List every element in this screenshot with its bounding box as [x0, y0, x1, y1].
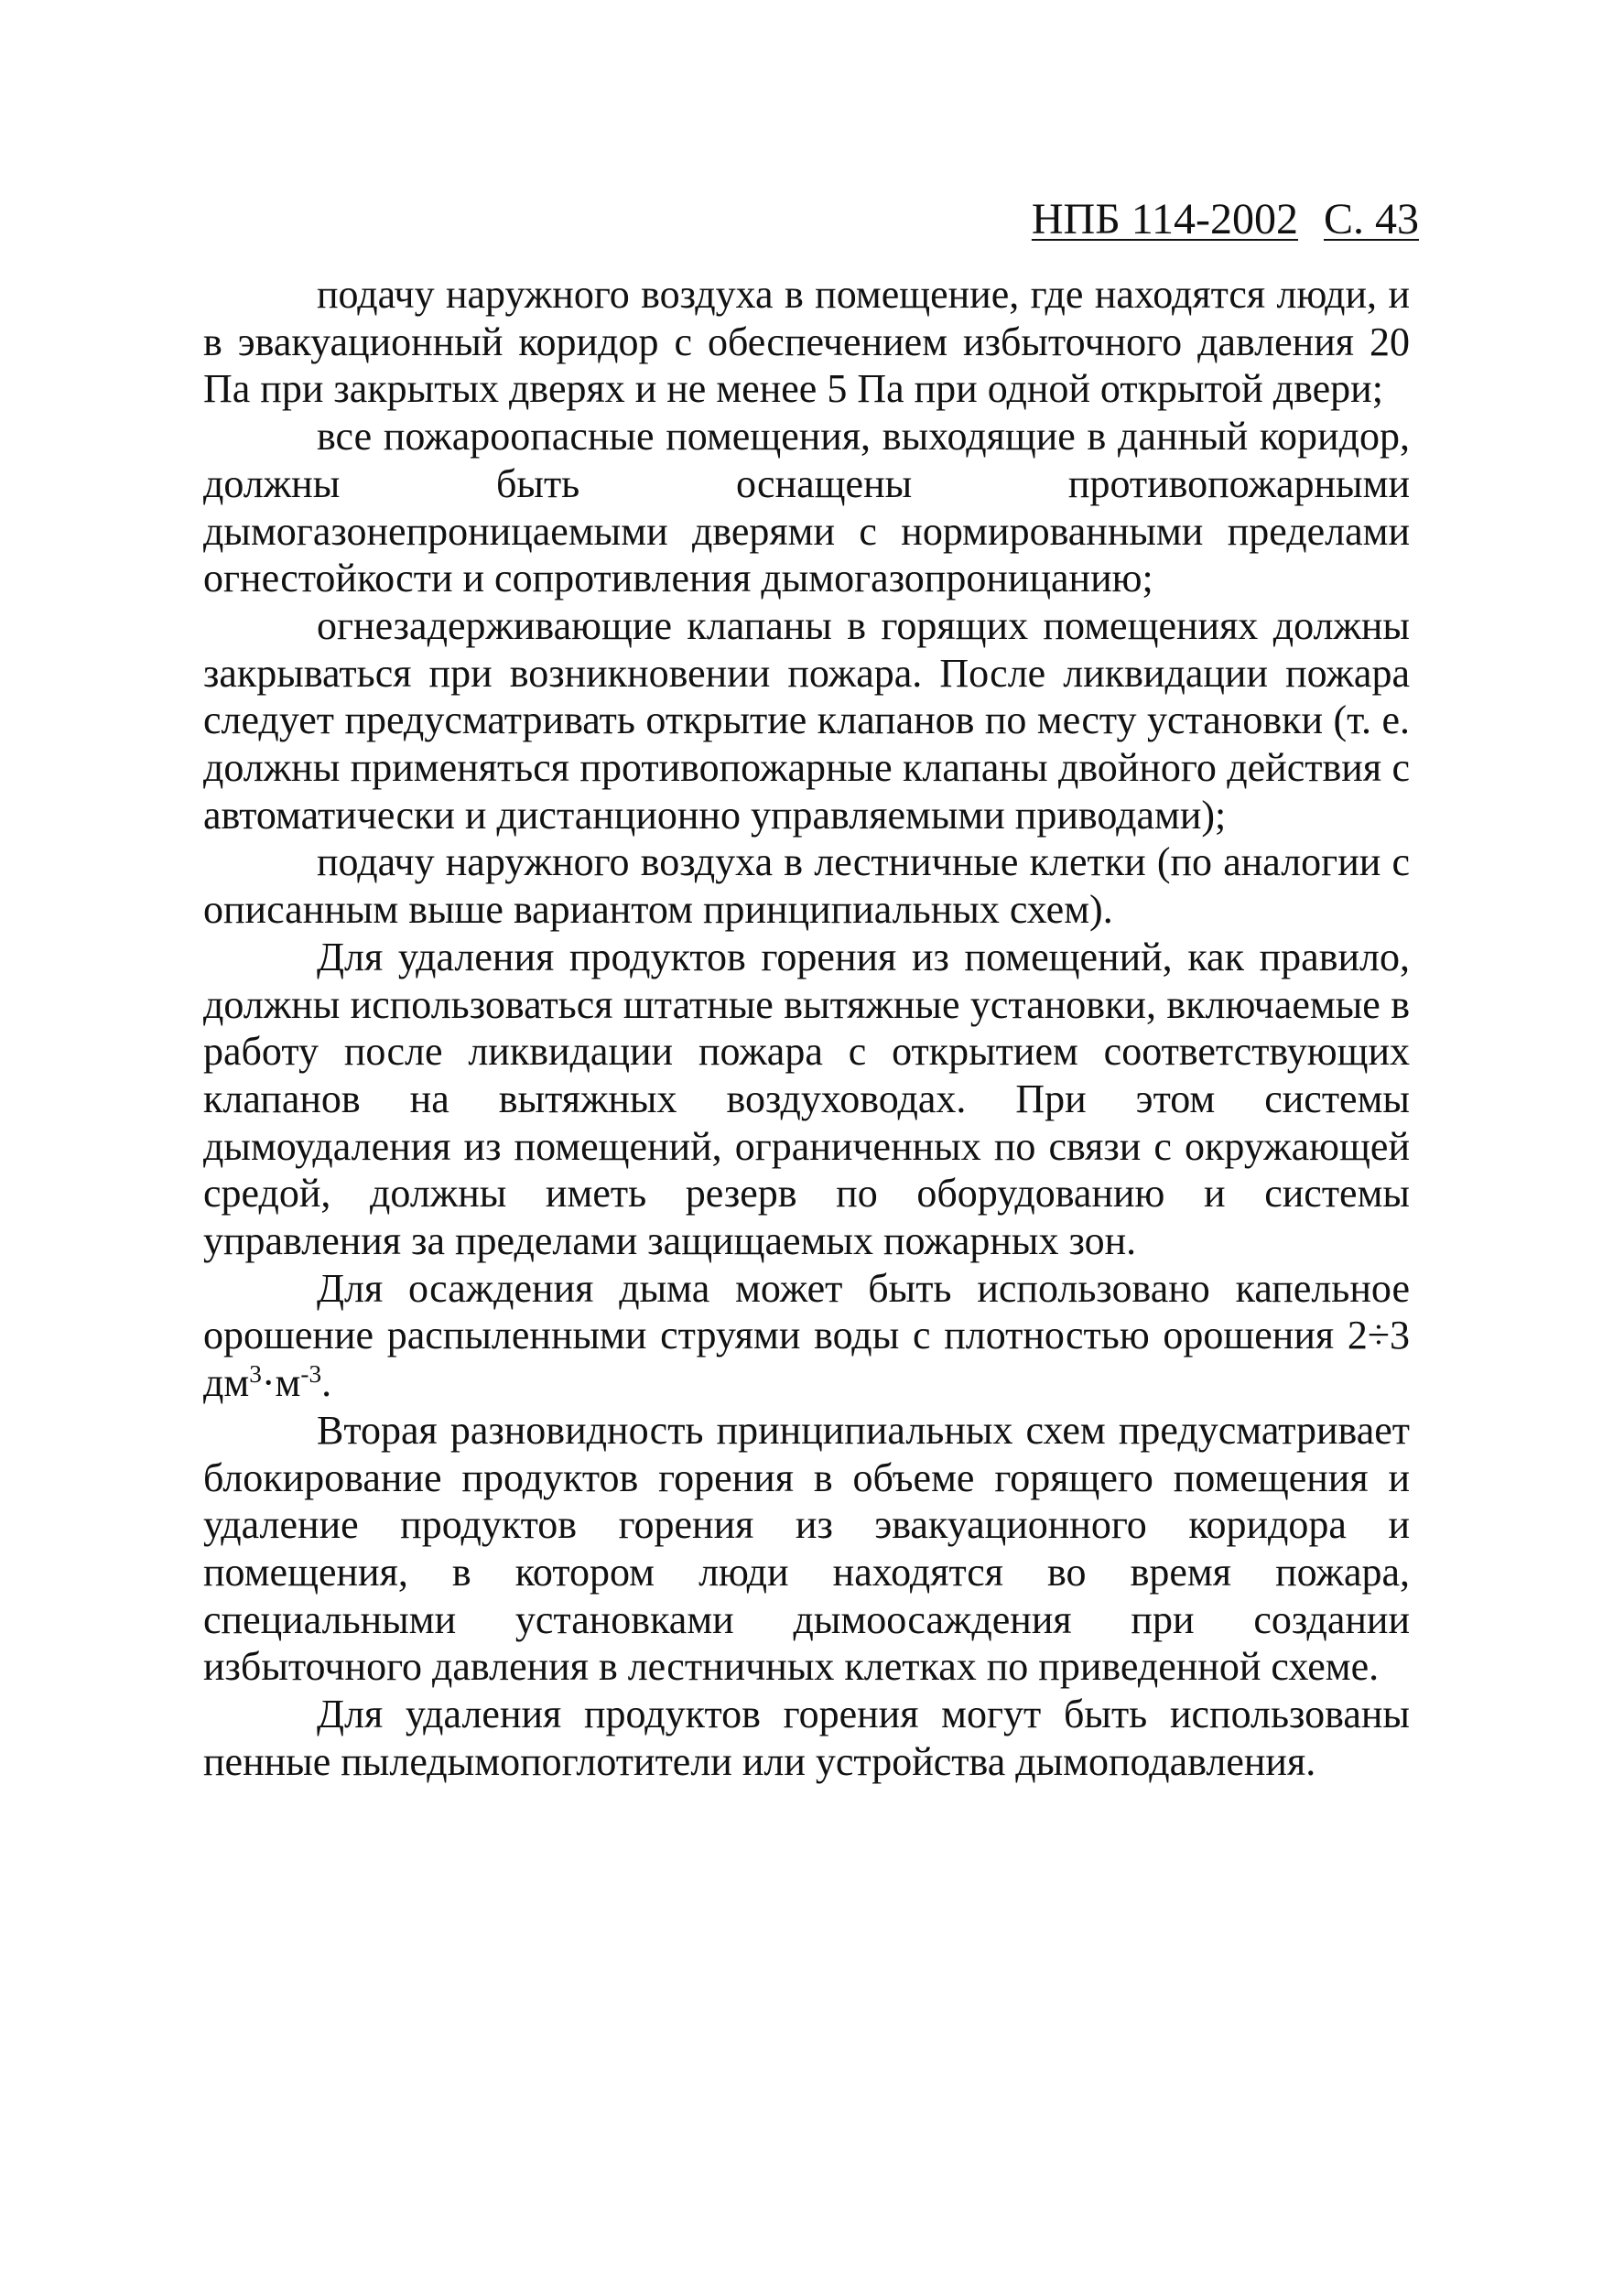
paragraph-text: Для осаждения дыма может быть использовано капельное орошение распыленными струями воды с плотностью орошения 2÷3 дм [203, 1265, 1410, 1406]
paragraph: все пожароопасные помещения, выходящие в данный коридор, должны быть оснащены противопожарными дымогазонепроницаемыми дверями с нормированными пределами огнестойкости и сопротивления дымогазопроницанию; [203, 414, 1410, 601]
paragraph: Вторая разновидность принципиальных схем предусматривает блокирование продуктов горения в объеме горящего помещения и удаление продуктов горения из эвакуационного коридора и помещения, в котором люди находятся во время пожара, специальными установками дымоосаждения при создании избыточного давления в лестничных клетках по приведенной схеме. [203, 1407, 1410, 1690]
superscript: 3 [249, 1360, 262, 1389]
paragraph: огнезадерживающие клапаны в горящих помещениях должны закрываться при возникновении пожара. После ликвидации пожара следует предусматривать открытие клапанов по месту установки (т. е. должны применяться противопожарные клапаны двойного действия с автоматически и дистанционно управляемыми приводами); [203, 602, 1410, 838]
paragraph: подачу наружного воздуха в лестничные клетки (по аналогии с описанным выше вариантом принципиальных схем). [203, 839, 1410, 933]
paragraph-end: . [321, 1360, 332, 1406]
paragraph: подачу наружного воздуха в помещение, где находятся люди, и в эвакуационный коридор с обеспечением избыточного давления 20 Па при закрытых дверях и не менее 5 Па при одной открытой двери; [203, 272, 1410, 412]
page-number: С. 43 [1323, 195, 1419, 243]
paragraph: Для удаления продуктов горения из помещений, как правило, должны использоваться штатные вытяжные установки, включаемые в работу после ликвидации пожара с открытием соответствующих клапанов на вытяжных воздуховодах. При этом системы дымоудаления из помещений, ограниченных по связи с окружающей средой, должны иметь резерв по оборудованию и системы управления за пределами защищаемых пожарных зон. [203, 934, 1410, 1264]
page-header [1032, 194, 1419, 245]
superscript: -3 [300, 1360, 322, 1389]
unit-text: ·м [261, 1360, 301, 1406]
document-code: НПБ 114-2002 [1031, 195, 1298, 243]
body-text [203, 271, 1410, 1786]
paragraph-smoke-deposition [203, 1265, 1410, 1407]
paragraph: Для удаления продуктов горения могут быть использованы пенные пыледымопоглотители или устройства дымоподавления. [203, 1692, 1410, 1784]
